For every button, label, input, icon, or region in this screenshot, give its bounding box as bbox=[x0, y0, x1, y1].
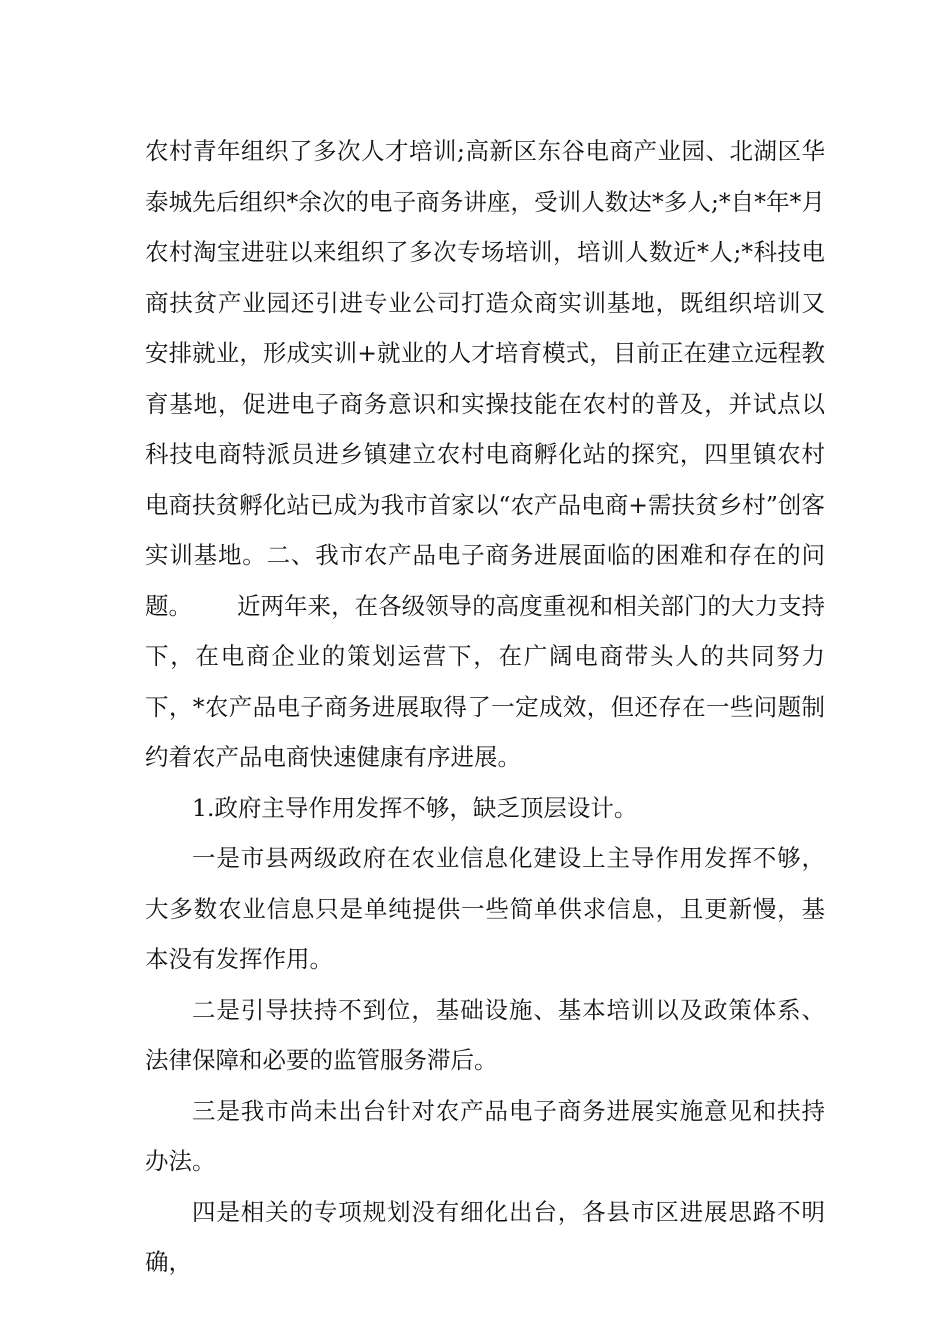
body-paragraph-6: 四是相关的专项规划没有细化出台，各县市区进展思路不明确， bbox=[145, 1197, 825, 1276]
document-body bbox=[145, 126, 825, 1288]
body-paragraph-4: 二是引导扶持不到位，基础设施、基本培训以及政策体系、法律保障和必要的监管服务滞后。 bbox=[145, 995, 825, 1074]
body-paragraph-1: 农村青年组织了多次人才培训;高新区东谷电商产业园、北湖区华泰城先后组织*余次的电子商务讲座，受训人数达*多人;*自*年*月农村淘宝进驻以来组织了多次专场培训，培训人数近*人;*科技电商扶贫产业园还引进专业公司打造众商实训基地，既组织培训又安排就业，形成实训+就业的人才培育模式，目前正在建立远程教育基地，促进电子商务意识和实操技能在农村的普及，并试点以科技电商特派员进乡镇建立农村电商孵化站的探究，四里镇农村电商扶贫孵化站已成为我市首家以“农产品电商+需扶贫乡村”创客实训基地。二、我市农产品电子商务进展面临的困难和存在的问题。 近两年来，在各级领导的高度重视和相关部门的大力支持下，在电商企业的策划运营下，在广阔电商带头人的共同努力下，*农产品电子商务进展取得了一定成效，但还存在一些问题制约着农产品电商快速健康有序进展。 bbox=[145, 137, 825, 771]
body-paragraph-3: 一是市县两级政府在农业信息化建设上主导作用发挥不够，大多数农业信息只是单纯提供一些简单供求信息，且更新慢，基本没有发挥作用。 bbox=[145, 844, 825, 973]
body-paragraph-2: 1.政府主导作用发挥不够，缺乏顶层设计。 bbox=[192, 793, 638, 822]
body-paragraph-5: 三是我市尚未出台针对农产品电子商务进展实施意见和扶持办法。 bbox=[145, 1096, 825, 1175]
